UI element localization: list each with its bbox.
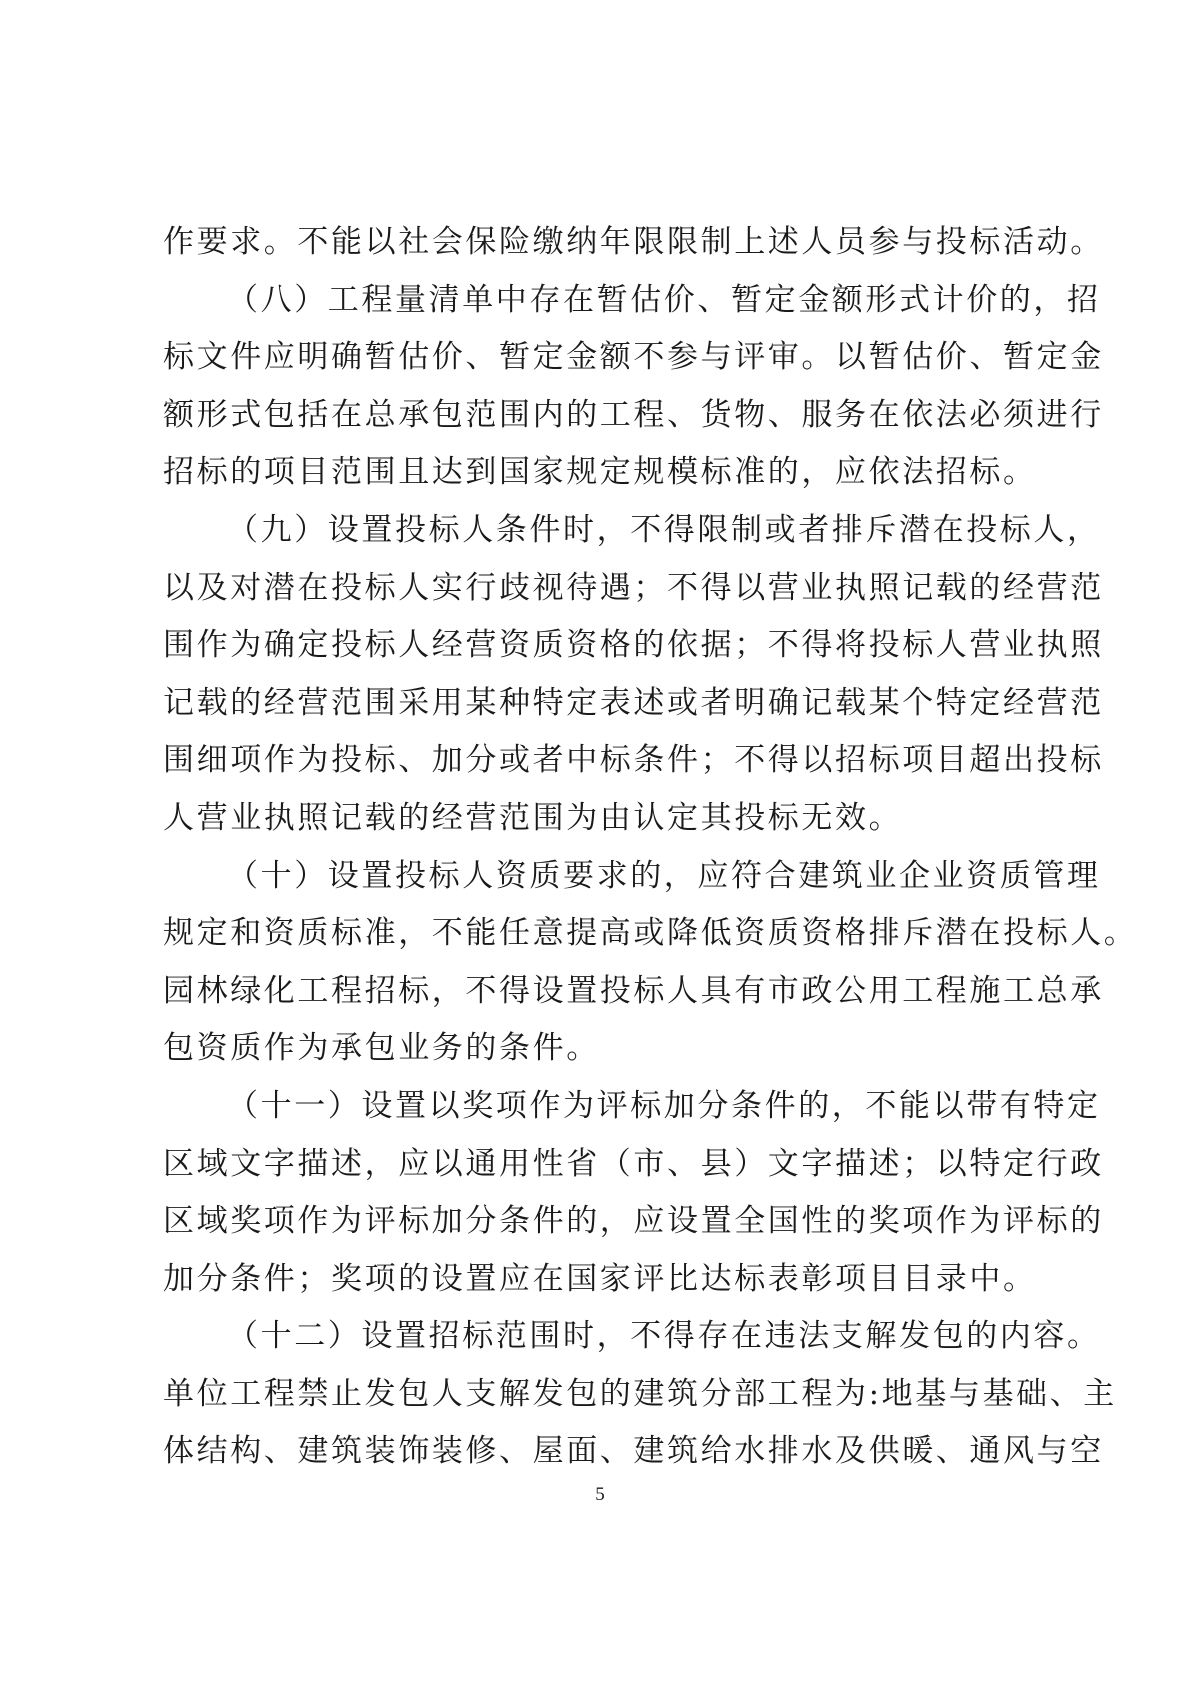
text-line: 单位工程禁止发包人支解发包的建筑分部工程为:地基与基础、主 [163,1375,1117,1412]
text-line: （十二）设置招标范围时，不得存在违法支解发包的内容。 [227,1318,1101,1355]
text-line: （十）设置投标人资质要求的，应符合建筑业企业资质管理 [227,857,1101,894]
text-line: 人营业执照记载的经营范围为由认定其投标无效。 [163,799,903,836]
text-line: 加分条件；奖项的设置应在国家评比达标表彰项目目录中。 [163,1260,1037,1297]
text-line: 包资质作为承包业务的条件。 [163,1030,600,1067]
text-line: （十一）设置以奖项作为评标加分条件的，不能以带有特定 [227,1087,1101,1124]
text-line: 招标的项目范围且达到国家规定规模标准的，应依法招标。 [163,454,1037,491]
text-line: 区域奖项作为评标加分条件的，应设置全国性的奖项作为评标的 [163,1203,1104,1240]
text-line: 规定和资质标准，不能任意提高或降低资质资格排斥潜在投标人。 [163,915,1138,952]
text-line: 园林绿化工程招标，不得设置投标人具有市政公用工程施工总承 [163,972,1104,1009]
text-line: 以及对潜在投标人实行歧视待遇；不得以营业执照记载的经营范 [163,569,1104,606]
text-line: 作要求。不能以社会保险缴纳年限限制上述人员参与投标活动。 [163,224,1104,260]
text-line: 区域文字描述，应以通用性省（市、县）文字描述；以特定行政 [163,1145,1104,1182]
text-line: 额形式包括在总承包范围内的工程、货物、服务在依法必须进行 [163,396,1104,433]
text-line: 体结构、建筑装饰装修、屋面、建筑给水排水及供暖、通风与空 [163,1433,1104,1470]
text-line: （八）工程量清单中存在暂估价、暂定金额形式计价的，招 [227,281,1101,318]
text-line: 围细项作为投标、加分或者中标条件；不得以招标项目超出投标 [163,742,1104,779]
page-number: 5 [595,1484,605,1505]
text-line: 记载的经营范围采用某种特定表述或者明确记载某个特定经营范 [163,684,1104,721]
body-text [163,214,1138,1481]
text-line: 围作为确定投标人经营资质资格的依据；不得将投标人营业执照 [163,627,1104,664]
text-line: 标文件应明确暂估价、暂定金额不参与评审。以暂估价、暂定金 [163,339,1104,376]
text-line: （九）设置投标人条件时，不得限制或者排斥潜在投标人， [227,511,1101,548]
